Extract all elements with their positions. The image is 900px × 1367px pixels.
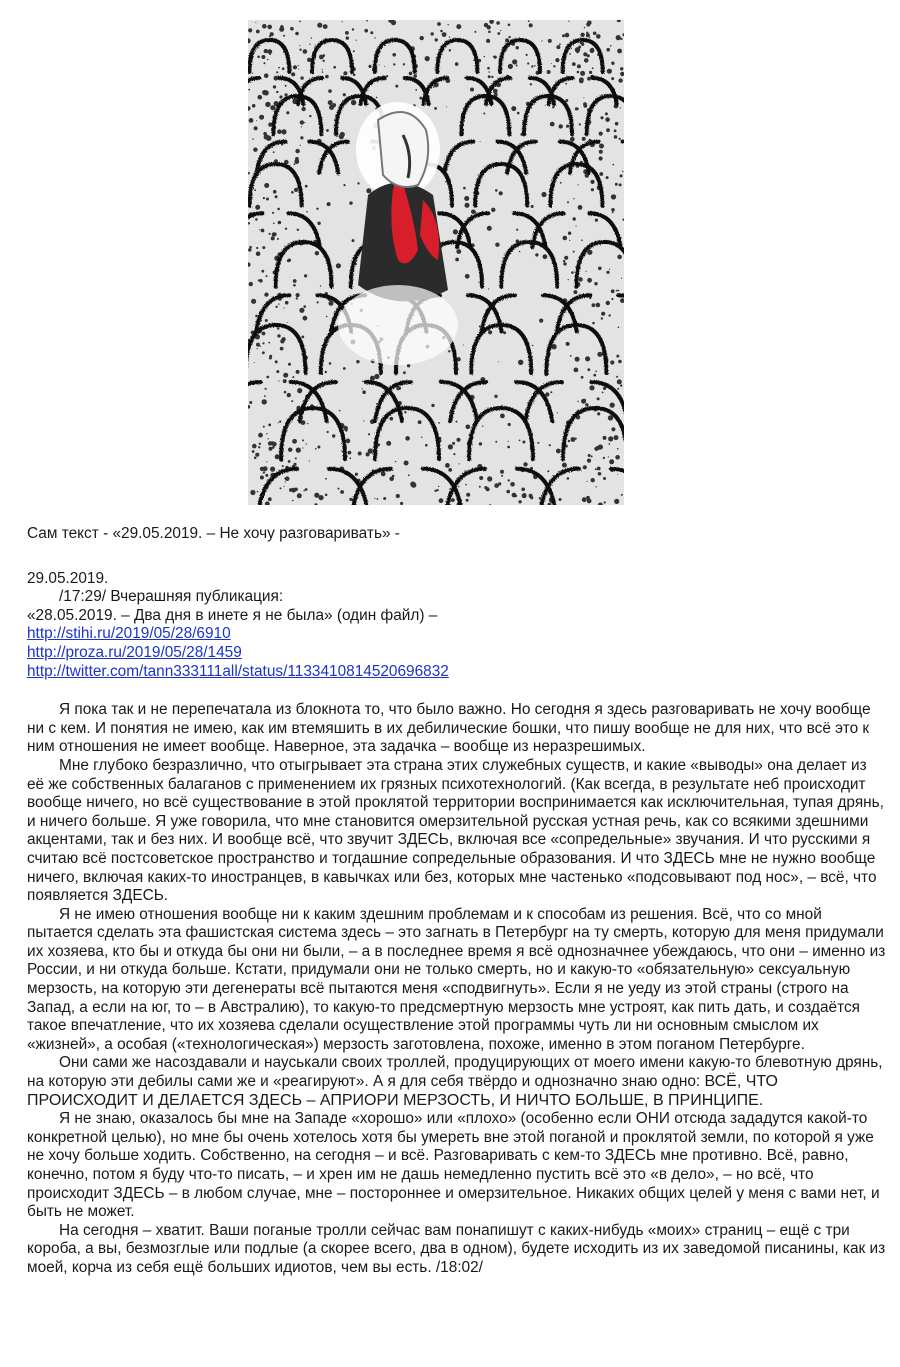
paragraph-1: Я пока так и не перепечатала из блокнота то, что было важно. Но сегодня я здесь разговаривать не хочу вообще ни с кем. И понятия не имею, как им втемяшить в их дебилические бошки, что пишу вообще не для них, что всё это к ним отношения не имеет вообще. Наверное, эта задачка – вообще из неразрешимых. <box>27 701 871 756</box>
crowd-illustration <box>248 20 624 505</box>
paragraph-4-text: Они сами же насоздавали и науськали своих троллей, продуцирующих от моего имени какую-то блевотную дрянь, на которую эти дебилы сами же и «реагируют». А я для себя твёрдо и однозначно знаю одно: <box>27 1054 883 1091</box>
link-stihi[interactable]: http://stihi.ru/2019/05/28/6910 <box>27 625 231 643</box>
paragraph-6: На сегодня – хватит. Ваши поганые тролли сейчас вам понапишут с каких-нибудь «моих» страниц – ещё с три короба, а вы, безмозглые или подлые (а скорее всего, два в одном), будете исходить из их заведомой писанины, как из моей, корча из себя ещё больших идиотов, чем вы есть. /18:02/ <box>27 1221 886 1276</box>
paragraph-4-caps: ВСЁ, ЧТО ПРОИСХОДИТ И ДЕЛАЕТСЯ ЗДЕСЬ – АПРИОРИ МЕРЗОСТЬ, И НИЧТО БОЛЬШЕ, В ПРИНЦИПЕ. <box>27 1073 778 1109</box>
illustration-canvas <box>248 20 624 505</box>
entry-date: 29.05.2019. <box>27 569 109 587</box>
paragraph-2: Мне глубоко безразлично, что отыгрывает эта страна этих служебных существ, и какие «выводы» она делает из её же собственных балаганов с применением их грязных психотехнологий. (Как всегда, в результате неб происходит вообще ничего, но всё существование в этой проклятой территории воспринимается как исключительная, тупая дрянь, и ничего больше. Я уже говорила, что мне становится омерзительной русская устная речь, как со всякими здешними акцентами, так и без них. И вообще всё, что звучит ЗДЕСЬ, включая все «сопредельные» звучания. И что русскими я считаю всё постсоветское пространство и тогдашние сопредельные образования. И что ЗДЕСЬ мне не нужно вообще ничего, включая каких-то иностранцев, в кавычках или без, которых мне частенько «подсовывают под нос», – всё, что появляется ЗДЕСЬ. <box>27 756 884 905</box>
publication-line: /17:29/ Вчерашняя публикация: <box>59 588 284 606</box>
intro-line: Сам текст - «29.05.2019. – Не хочу разговаривать» - <box>27 525 400 542</box>
paragraph-3: Я не имею отношения вообще ни к каким здешним проблемам и к способам из решения. Всё, что со мной пытается сделать эта фашистская система здесь – это загнать в Петербург на ту смерть, которую для меня придумали их хозяева, кто бы и откуда бы они ни были, – а в последнее время я всё однозначнее убеждаюсь, что они – именно из России, и ни откуда больше. Кстати, придумали они не только смерть, но и какую-то «обязательную» сексуальную мерзость, на которую эти дегенераты всё пытаются меня «сподвигнуть». Если я не уеду из этой страны (строго на Запад, а если на юг, то – в Австралию), то какую-то предсмертную мерзость мне устроят, как пить дать, и создаётся такое впечатление, что их хозяева сделали осуществление этой программы чуть ли ни основным смыслом их «жизней», а особая («технологическая») мерзость заготовлена, похоже, именно в этом поганом Петербурге. <box>27 905 886 1053</box>
paragraph-5: Я не знаю, оказалось бы мне на Западе «хорошо» или «плохо» (особенно если ОНИ отсюда зададутся какой-то конкретной целью), но мне бы очень хотелось хотя бы умереть вне этой поганой и проклятой земли, по которой я уже не хочу больше ходить. Собственно, на сегодня – и всё. Разговаривать с кем-то ЗДЕСЬ мне противно. Всё, равно, конечно, потом я буду что-то писать, – и хрен им не дашь немедленно пустить всё это «в дело», – но всё, что происходит ЗДЕСЬ – в любом случае, мне – постороннее и омерзительное. Никаких общих целей у меня с вами нет, и быть не может. <box>27 1110 880 1221</box>
document-body <box>27 525 887 1278</box>
link-proza[interactable]: http://proza.ru/2019/05/28/1459 <box>27 643 242 661</box>
paragraph-4 <box>27 1054 887 1110</box>
link-twitter[interactable]: http://twitter.com/tann333111all/status/1133410814520696832 <box>27 662 449 680</box>
previous-title: «28.05.2019. – Два дня в инете я не была» (один файл) – <box>27 606 438 624</box>
